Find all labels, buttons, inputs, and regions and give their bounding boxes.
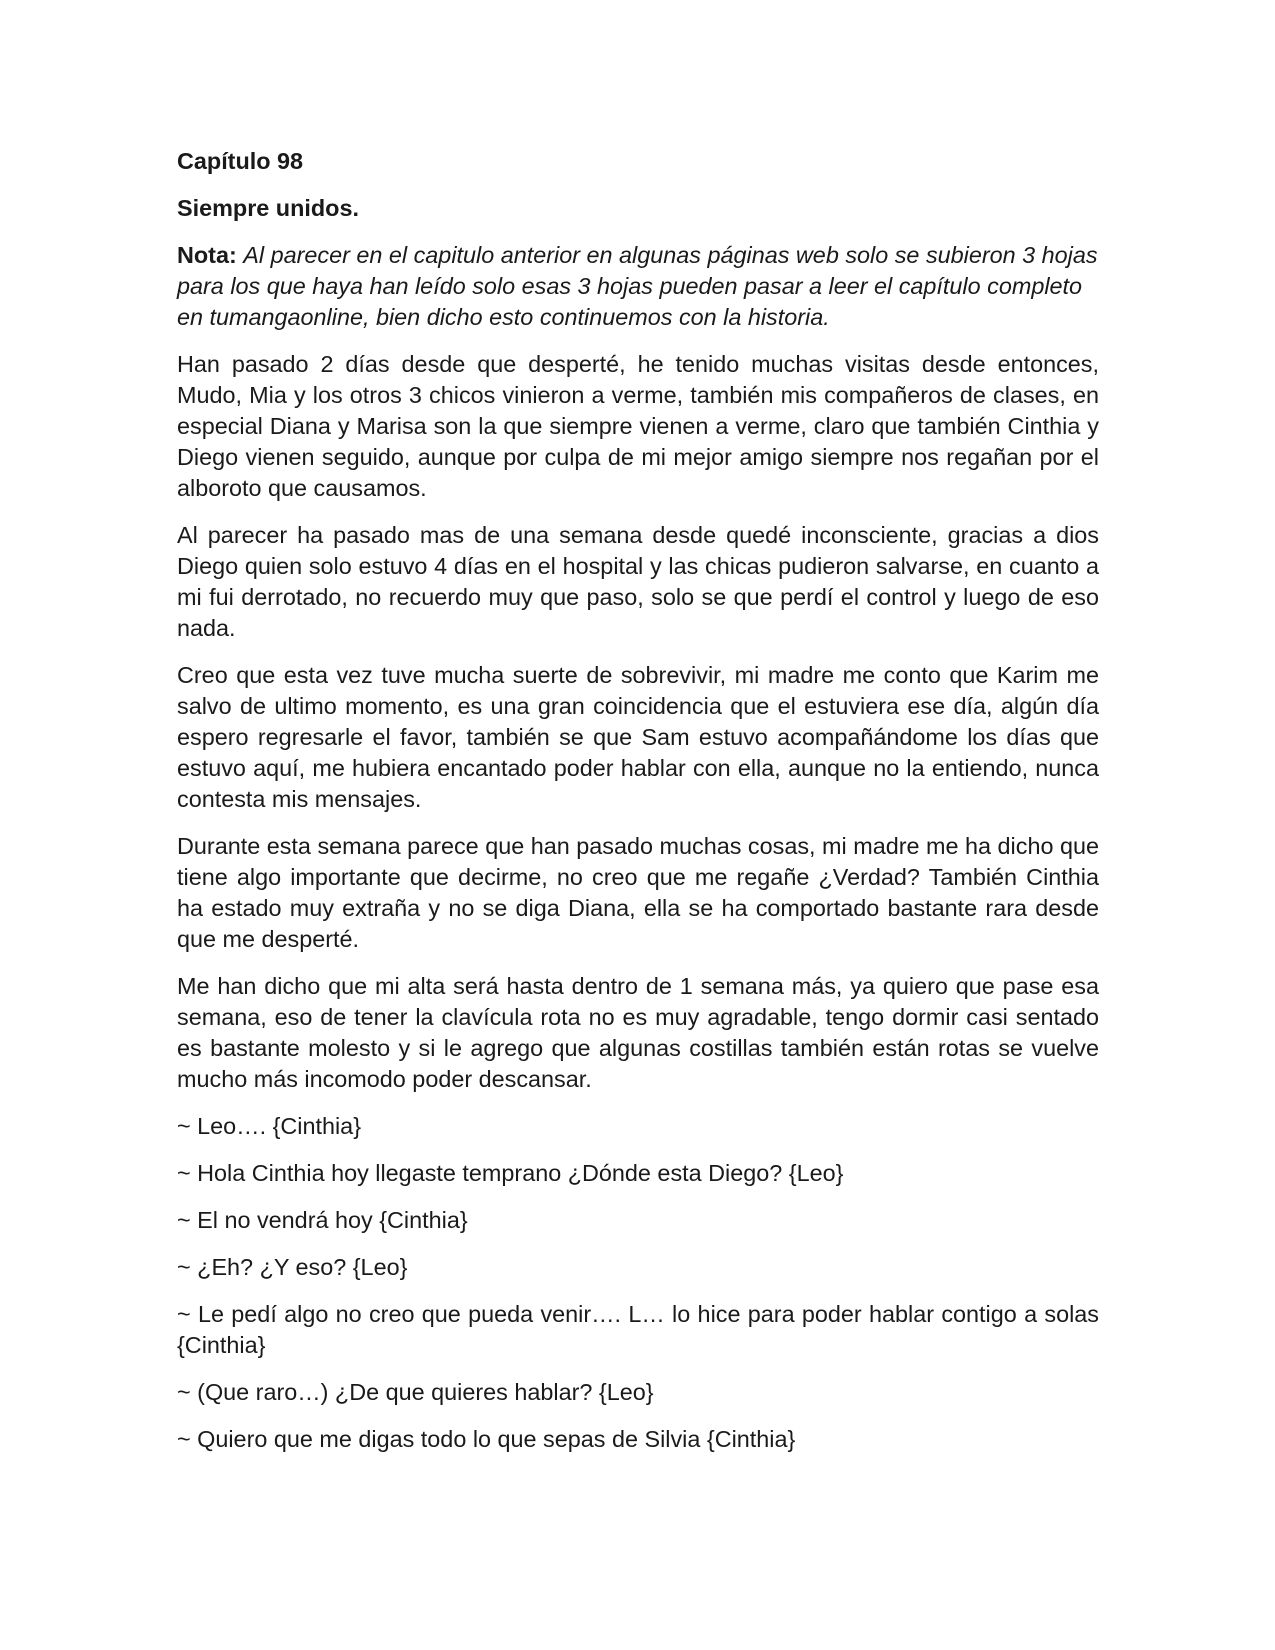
document-page <box>177 146 1099 1471</box>
paragraph: Me han dicho que mi alta será hasta dentro de 1 semana más, ya quiero que pase esa semana, eso de tener la clavícula rota no es muy agradable, tengo dormir casi sentado es bastante molesto y si le agrego que algunas costillas también están rotas se vuelve mucho más incomodo poder descansar. <box>177 973 1099 1092</box>
paragraph: Han pasado 2 días desde que desperté, he tenido muchas visitas desde entonces, Mudo, Mia y los otros 3 chicos vinieron a verme, también mis compañeros de clases, en especial Diana y Marisa son la que siempre vienen a verme, claro que también Cinthia y Diego vienen seguido, aunque por culpa de mi mejor amigo siempre nos regañan por el alboroto que causamos. <box>177 351 1099 501</box>
note-text: Al parecer en el capitulo anterior en algunas páginas web solo se subieron 3 hojas para los que haya han leído solo esas 3 hojas pueden pasar a leer el capítulo completo en tumangaonline, bien dicho esto continuemos con la historia. <box>177 242 1098 330</box>
dialogue-line: ~ Quiero que me digas todo lo que sepas de Silvia {Cinthia} <box>177 1426 796 1452</box>
author-note <box>177 240 1099 333</box>
dialogue-line: ~ ¿Eh? ¿Y eso? {Leo} <box>177 1254 408 1280</box>
dialogue-line: ~ Leo…. {Cinthia} <box>177 1113 362 1139</box>
dialogue-line: ~ (Que raro…) ¿De que quieres hablar? {Leo} <box>177 1379 654 1405</box>
paragraph: Al parecer ha pasado mas de una semana desde quedé inconsciente, gracias a dios Diego quien solo estuvo 4 días en el hospital y las chicas pudieron salvarse, en cuanto a mi fui derrotado, no recuerdo muy que paso, solo se que perdí el control y luego de eso nada. <box>177 522 1099 641</box>
paragraph: Creo que esta vez tuve mucha suerte de sobrevivir, mi madre me conto que Karim me salvo de ultimo momento, es una gran coincidencia que el estuviera ese día, algún día espero regresarle el favor, también se que Sam estuvo acompañándome los días que estuvo aquí, me hubiera encantado poder hablar con ella, aunque no la entiendo, nunca contesta mis mensajes. <box>177 662 1099 812</box>
paragraph: Durante esta semana parece que han pasado muchas cosas, mi madre me ha dicho que tiene algo importante que decirme, no creo que me regañe ¿Verdad? También Cinthia ha estado muy extraña y no se diga Diana, ella se ha comportado bastante rara desde que me desperté. <box>177 833 1099 952</box>
dialogue-line: ~ Le pedí algo no creo que pueda venir…. L… lo hice para poder hablar contigo a solas {Cinthia} <box>177 1301 1099 1358</box>
note-label: Nota: <box>177 242 237 268</box>
dialogue-line: ~ Hola Cinthia hoy llegaste temprano ¿Dónde esta Diego? {Leo} <box>177 1160 844 1186</box>
chapter-subtitle: Siempre unidos. <box>177 195 359 221</box>
chapter-title: Capítulo 98 <box>177 148 304 174</box>
dialogue-line: ~ El no vendrá hoy {Cinthia} <box>177 1207 468 1233</box>
